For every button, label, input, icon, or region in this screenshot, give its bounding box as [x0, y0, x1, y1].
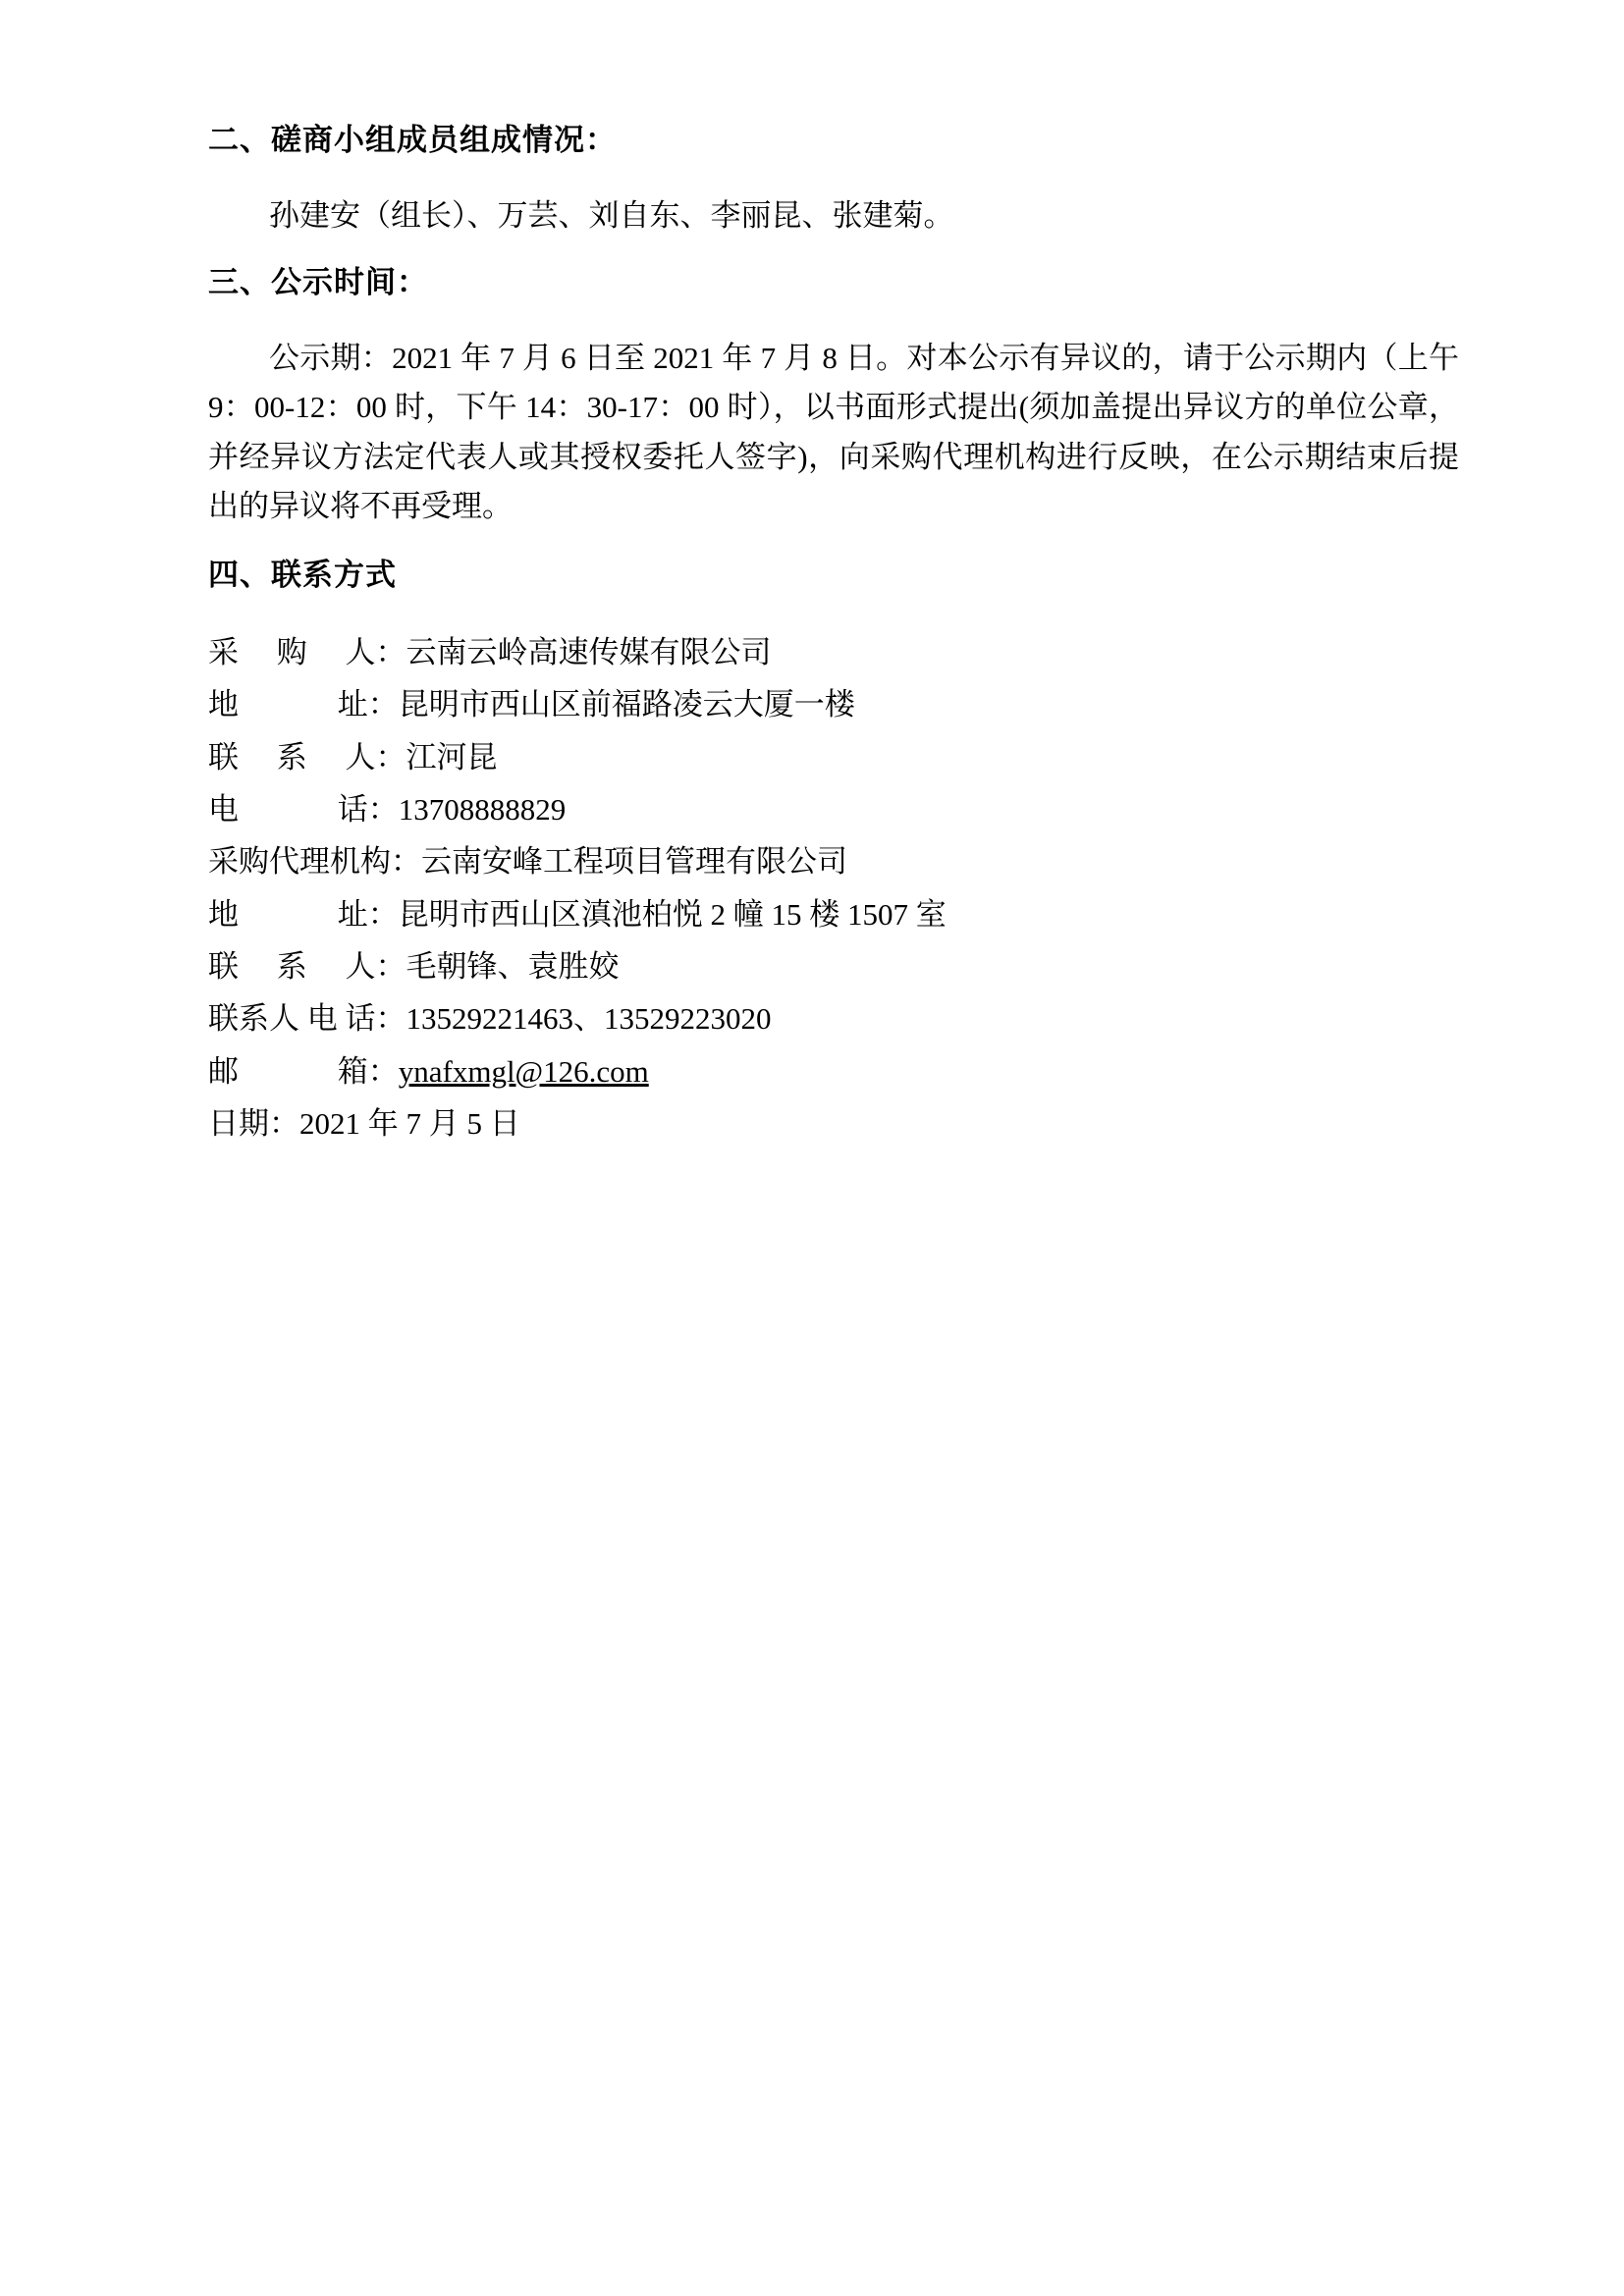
contact-label-agency: 采购代理机构：: [208, 844, 421, 880]
contact-label-purchaser-person: 联 系 人：: [208, 739, 406, 774]
contact-value-agency-address: 昆明市西山区滇池柏悦 2 幢 15 楼 1507 室: [398, 896, 947, 932]
contact-value-purchaser-address: 昆明市西山区前福路凌云大厦一楼: [398, 687, 855, 722]
section-contact-heading: 四、联系方式: [208, 558, 397, 594]
contact-value-purchaser: 云南云岭高速传媒有限公司: [406, 635, 772, 670]
contact-label-agency-address: 地 址：: [208, 896, 399, 932]
section-publicity-period: [208, 265, 1459, 531]
contact-line-date: [208, 1097, 1459, 1149]
contact-line-purchaser: [208, 626, 1459, 678]
contact-line-email: [208, 1045, 1459, 1097]
contact-line-agency-person: [208, 940, 1459, 992]
contact-line-agency-phone: [208, 992, 1459, 1044]
contact-line-purchaser-address: [208, 678, 1459, 730]
contact-label-date: 日期：: [208, 1105, 299, 1141]
contact-line-purchaser-phone: [208, 783, 1459, 835]
contact-label-email: 邮 箱：: [208, 1053, 399, 1089]
contact-label-agency-person: 联 系 人：: [208, 948, 406, 984]
contact-line-purchaser-person: [208, 731, 1459, 783]
contact-value-purchaser-person: 江河昆: [406, 739, 498, 774]
contact-label-agency-phone: 联系人 电 话：: [208, 1001, 406, 1037]
contact-line-agency-address: [208, 888, 1459, 940]
contact-value-email[interactable]: ynafxmgl@126.com: [398, 1053, 649, 1089]
section-committee: [208, 123, 1459, 240]
contact-label-purchaser: 采 购 人：: [208, 635, 406, 670]
contact-label-purchaser-phone: 电 话：: [208, 792, 399, 828]
section-committee-paragraph: 孙建安（组长）、万芸、刘自东、李丽昆、张建菊。: [269, 198, 954, 233]
section-contact: [208, 558, 1459, 1149]
contact-value-agency-person: 毛朝锋、袁胜姣: [406, 948, 620, 984]
contact-value-date: 2021 年 7 月 5 日: [299, 1105, 520, 1141]
contact-lines: [208, 626, 1459, 1149]
contact-line-agency: [208, 835, 1459, 887]
contact-value-purchaser-phone: 13708888829: [398, 792, 567, 828]
contact-value-agency: 云南安峰工程项目管理有限公司: [421, 844, 847, 880]
contact-value-agency-phone: 13529221463、13529223020: [406, 1001, 772, 1037]
section-publicity-paragraph: 公示期：2021 年 7 月 6 日至 2021 年 7 月 8 日。对本公示有异议的，请于公示期内（上午 9：00-12：00 时，下午 14：30-17：00 时），以书面形式提出(须加盖提出异议方的单位公章，并经异议方法定代表人或其授权委托人签字)，向采购代理机构进行反映，在公示期结束后提出的异议将不再受理。: [208, 341, 1459, 523]
contact-label-purchaser-address: 地 址：: [208, 687, 399, 722]
section-committee-heading: 二、磋商小组成员组成情况：: [208, 123, 617, 158]
section-publicity-heading: 三、公示时间：: [208, 265, 428, 301]
